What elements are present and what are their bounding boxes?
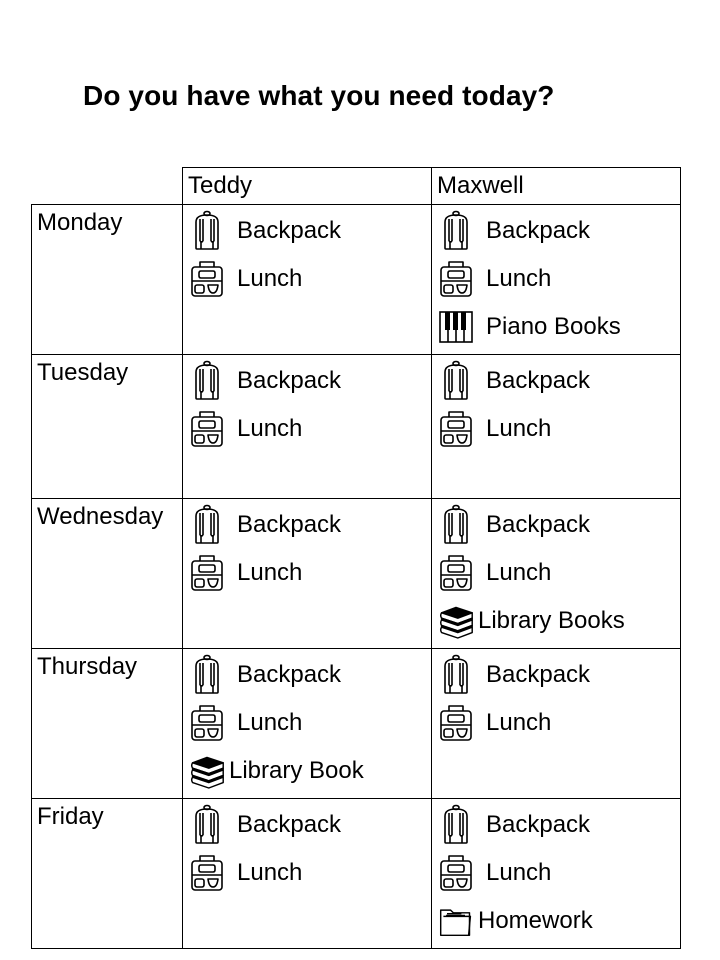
item-label: Backpack <box>486 661 591 688</box>
item-list <box>432 799 680 948</box>
backpack-icon <box>438 804 474 844</box>
list-item <box>432 900 680 948</box>
list-item <box>183 408 431 456</box>
item-label: Backpack <box>237 367 342 394</box>
list-item <box>432 852 680 900</box>
teddy-items-cell <box>183 499 432 649</box>
item-label: Piano Books <box>486 313 621 340</box>
piano-icon <box>438 306 474 346</box>
item-label: Backpack <box>486 217 591 244</box>
backpack-icon <box>189 210 225 250</box>
maxwell-items-cell <box>432 649 681 799</box>
lunchbox-icon <box>438 702 474 742</box>
item-label: Lunch <box>486 415 552 442</box>
list-item <box>432 210 680 258</box>
column-header-teddy <box>183 168 432 205</box>
day-cell <box>32 649 183 799</box>
header-row <box>32 168 681 205</box>
list-item <box>183 804 431 852</box>
corner-cell <box>32 168 183 205</box>
item-label: Lunch <box>237 415 303 442</box>
maxwell-items-cell <box>432 355 681 499</box>
table-row <box>32 649 681 799</box>
list-item <box>432 306 680 354</box>
item-label: Library Book <box>229 757 364 784</box>
list-item <box>183 750 431 798</box>
day-cell <box>32 205 183 355</box>
item-list <box>432 355 680 456</box>
books-icon <box>189 750 225 790</box>
backpack-icon <box>438 210 474 250</box>
day-label: Thursday <box>37 653 138 680</box>
item-label: Lunch <box>486 559 552 586</box>
schedule-table <box>31 167 681 949</box>
maxwell-items-cell <box>432 799 681 949</box>
item-label: Backpack <box>237 217 342 244</box>
lunchbox-icon <box>189 258 225 298</box>
list-item <box>183 654 431 702</box>
teddy-items-cell <box>183 355 432 499</box>
item-label: Lunch <box>486 709 552 736</box>
backpack-icon <box>189 360 225 400</box>
table-row <box>32 355 681 499</box>
day-label: Friday <box>37 803 104 830</box>
list-item <box>432 552 680 600</box>
item-label: Library Books <box>478 607 625 634</box>
table-row <box>32 205 681 355</box>
backpack-icon <box>438 654 474 694</box>
item-label: Backpack <box>486 367 591 394</box>
column-header-label: Teddy <box>188 172 253 199</box>
item-label: Lunch <box>237 265 303 292</box>
column-header-maxwell <box>432 168 681 205</box>
teddy-items-cell <box>183 205 432 355</box>
item-list <box>183 649 431 798</box>
list-item <box>183 258 431 306</box>
column-header-label: Maxwell <box>437 172 524 199</box>
maxwell-items-cell <box>432 205 681 355</box>
item-list <box>432 649 680 750</box>
backpack-icon <box>189 804 225 844</box>
item-label: Backpack <box>237 511 342 538</box>
item-list <box>183 799 431 900</box>
list-item <box>432 360 680 408</box>
item-list <box>183 499 431 600</box>
list-item <box>183 852 431 900</box>
lunchbox-icon <box>438 852 474 892</box>
item-label: Lunch <box>237 859 303 886</box>
item-label: Backpack <box>486 811 591 838</box>
item-list <box>432 499 680 648</box>
table-row <box>32 499 681 649</box>
list-item <box>432 408 680 456</box>
list-item <box>432 804 680 852</box>
item-label: Lunch <box>237 709 303 736</box>
item-label: Backpack <box>486 511 591 538</box>
lunchbox-icon <box>189 702 225 742</box>
item-list <box>183 355 431 456</box>
day-cell <box>32 499 183 649</box>
lunchbox-icon <box>438 552 474 592</box>
lunchbox-icon <box>438 408 474 448</box>
list-item <box>432 504 680 552</box>
maxwell-items-cell <box>432 499 681 649</box>
list-item <box>183 504 431 552</box>
day-label: Wednesday <box>37 503 164 530</box>
backpack-icon <box>189 654 225 694</box>
day-cell <box>32 355 183 499</box>
item-list <box>183 205 431 306</box>
teddy-items-cell <box>183 649 432 799</box>
list-item <box>183 702 431 750</box>
item-label: Lunch <box>486 265 552 292</box>
teddy-items-cell <box>183 799 432 949</box>
backpack-icon <box>438 360 474 400</box>
list-item <box>432 654 680 702</box>
table-row <box>32 799 681 949</box>
list-item <box>183 552 431 600</box>
lunchbox-icon <box>189 552 225 592</box>
item-label: Lunch <box>237 559 303 586</box>
day-label: Tuesday <box>37 359 129 386</box>
page-title: Do you have what you need today? <box>83 80 555 111</box>
lunchbox-icon <box>189 852 225 892</box>
item-label: Backpack <box>237 811 342 838</box>
list-item <box>432 702 680 750</box>
backpack-icon <box>189 504 225 544</box>
day-label: Monday <box>37 209 123 236</box>
item-label: Lunch <box>486 859 552 886</box>
backpack-icon <box>438 504 474 544</box>
day-cell <box>32 799 183 949</box>
lunchbox-icon <box>189 408 225 448</box>
list-item <box>183 210 431 258</box>
folder-icon <box>438 900 474 940</box>
list-item <box>432 258 680 306</box>
list-item <box>183 360 431 408</box>
books-icon <box>438 600 474 640</box>
lunchbox-icon <box>438 258 474 298</box>
item-list <box>432 205 680 354</box>
list-item <box>432 600 680 648</box>
item-label: Backpack <box>237 661 342 688</box>
item-label: Homework <box>478 907 593 934</box>
